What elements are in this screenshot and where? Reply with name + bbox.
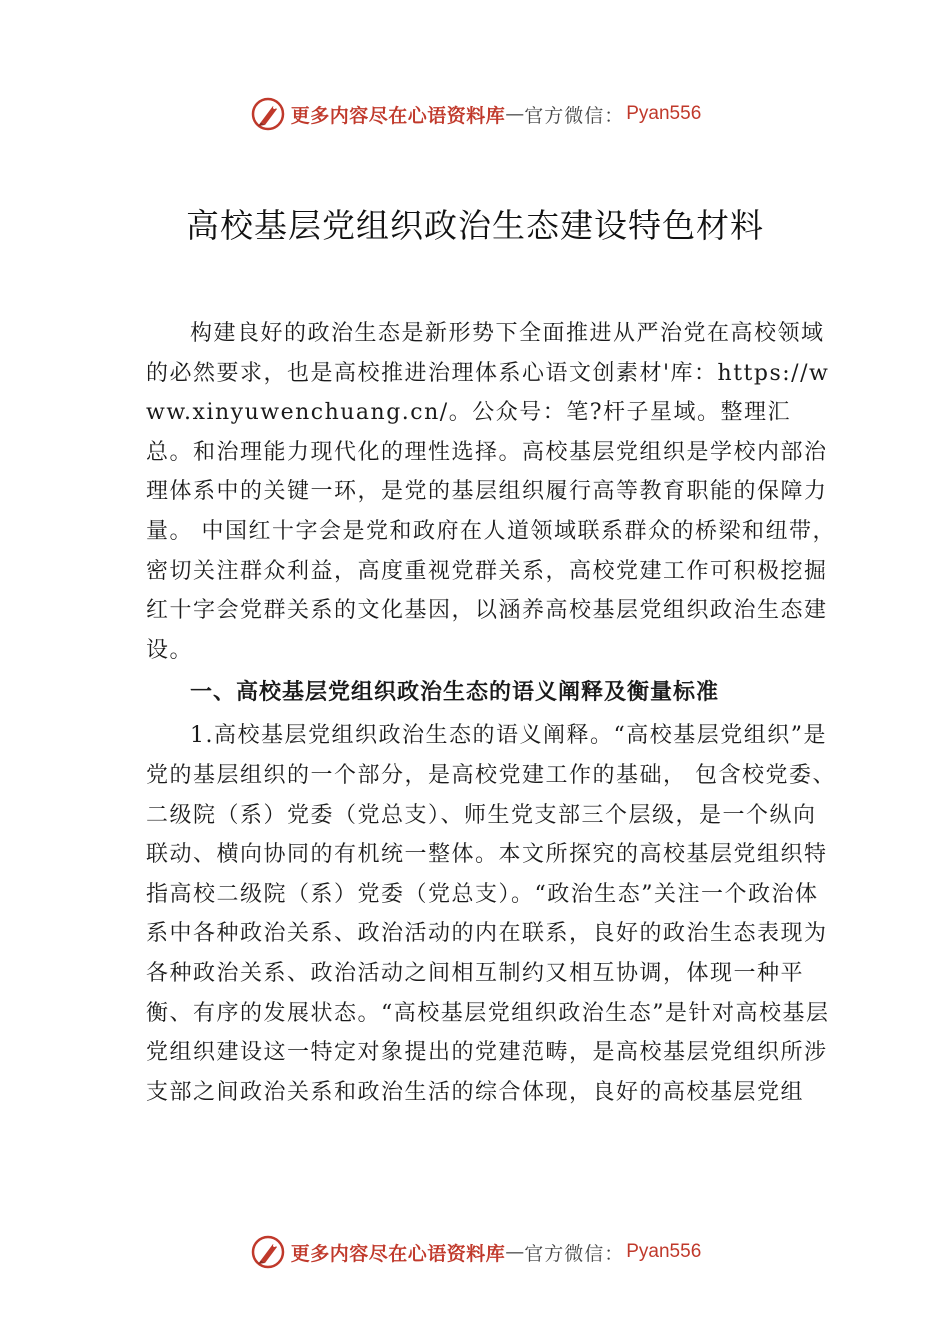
banner-brand-text: 更多内容尽在心语资料库 <box>290 104 506 127</box>
banner-wechat-id: Pyan556 <box>626 1241 702 1262</box>
section-paragraph: 1.高校基层党组织政治生态的语义阐释。“高校基层党组织”是党的基层组织的一个部分，是高校党建工作的基础， 包含校党委、二级院（系）党委（党总支）、师生党支部三个层级，是一个纵向联动、横向协同的有机统一整体。本文所探究的高校基层党组织特指高校二级院（系）党委（党总支）。“政治生态”关注一个政治体系中各种政治关系、政治活动的内在联系，良好的政治生态表现为各种政治关系、政治活动之间相互制约又相互协调，体现一种平衡、有序的发展状态。“高校基层党组织政治生态”是针对高校基层党组织建设这一特定对象提出的党建范畴，是高校基层党组织所涉支部之间政治关系和政治生活的综合体现，良好的高校基层党组 <box>146 723 836 1105</box>
banner-brand-text: 更多内容尽在心语资料库 <box>290 1242 506 1265</box>
banner-dash: — <box>505 103 525 125</box>
pen-logo-icon <box>249 95 287 133</box>
banner-wechat-label: 官方微信： <box>524 104 625 127</box>
footer-banner <box>0 1230 950 1274</box>
banner-wechat-id: Pyan556 <box>626 103 702 124</box>
pen-logo-icon <box>249 1233 287 1271</box>
document-title: 高校基层党组织政治生态建设特色材料 <box>186 206 764 245</box>
banner-dash: — <box>505 1241 525 1263</box>
document-body <box>146 314 836 1112</box>
header-banner <box>0 92 950 136</box>
banner-wechat-label: 官方微信： <box>524 1242 625 1265</box>
section-heading: 一、高校基层党组织政治生态的语义阐释及衡量标准 <box>190 680 720 706</box>
intro-paragraph: 构建良好的政治生态是新形势下全面推进从严治党在高校领域的必然要求，也是高校推进治理体系心语文创素材'库：https://www.xinyuwenchuang.cn/。公众号：笔?杆子星域。整理汇总。和治理能力现代化的理性选择。高校基层党组织是学校内部治理体系中的关键一环，是党的基层组织履行高等教育职能的保障力量。 中国红十字会是党和政府在人道领域联系群众的桥梁和纽带，密切关注群众利益，高度重视党群关系，高校党建工作可积极挖掘红十字会党群关系的文化基因，以涵养高校基层党组织政治生态建设。 <box>146 321 836 663</box>
